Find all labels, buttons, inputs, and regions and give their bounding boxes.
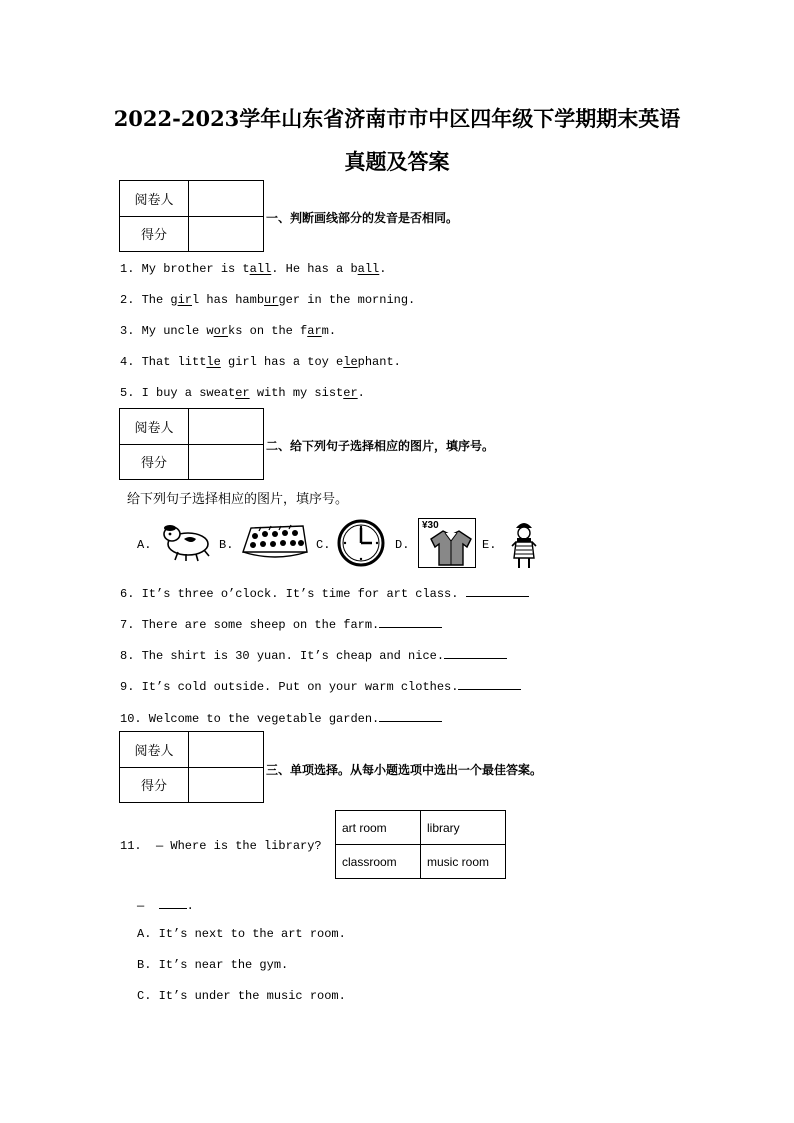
question-10: 10. Welcome to the vegetable garden. [120,709,442,726]
reviewer-cell [189,409,264,445]
shirt-picture [418,518,476,568]
room-cell: music room [421,845,506,879]
question-9: 9. It’s cold outside. Put on your warm clothes. [120,677,521,694]
question-4: 4. That little girl has a toy elephant. [120,355,401,369]
reviewer-label: 阅卷人 [120,181,189,217]
sheep-picture [158,522,214,562]
answer-blank[interactable] [159,896,187,909]
page-title-line2: 真题及答案 [344,149,450,174]
question-7: 7. There are some sheep on the farm. [120,615,442,632]
question-6: 6. It’s three o’clock. It’s time for art class. [120,584,529,601]
option-b: B. It’s near the gym. [137,958,289,972]
answer-blank[interactable] [379,709,442,722]
pic-label-d: D. [395,538,410,552]
answer-blank[interactable] [379,615,442,628]
price-tag: ¥30 [422,520,439,531]
pic-label-e: E. [482,538,497,552]
answer-line-11: — . [137,896,194,913]
question-1: 1. My brother is tall. He has a ball. [120,262,387,276]
answer-blank[interactable] [458,677,521,690]
score-cell [189,767,264,803]
answer-blank[interactable] [466,584,529,597]
question-2: 2. The girl has hamburger in the morning. [120,293,416,307]
grader-table-2 [119,408,264,480]
question-11: 11. — Where is the library? [120,839,322,853]
shirt-icon [429,529,473,567]
section-3-heading: 三、单项选择。从每小题选项中选出一个最佳答案。 [266,763,543,777]
reviewer-label: 阅卷人 [120,409,189,445]
reviewer-cell [189,181,264,217]
score-label: 得分 [120,444,189,480]
answer-blank[interactable] [444,646,507,659]
score-cell [189,216,264,252]
vegetables-picture [239,522,311,564]
question-5: 5. I buy a sweater with my sister. [120,386,365,400]
rooms-table [335,810,506,879]
reviewer-cell [189,732,264,768]
pic-label-b: B. [219,538,234,552]
grader-table-1 [119,180,264,252]
score-label: 得分 [120,767,189,803]
score-label: 得分 [120,216,189,252]
pic-label-c: C. [316,538,331,552]
room-cell: art room [336,811,421,845]
section-2-heading: 二、给下列句子选择相应的图片，填序号。 [266,439,495,453]
grader-table-3 [119,731,264,803]
reviewer-label: 阅卷人 [120,732,189,768]
option-a: A. It’s next to the art room. [137,927,346,941]
question-8: 8. The shirt is 30 yuan. It’s cheap and nice. [120,646,507,663]
option-c: C. It’s under the music room. [137,989,346,1003]
page-title: 2022-2023学年山东省济南市市中区四年级下学期期末英语 [113,106,681,131]
score-cell [189,444,264,480]
section-2-instruction: 给下列句子选择相应的图片，填序号。 [127,492,349,507]
pic-label-a: A. [137,538,152,552]
section-1-heading: 一、判断画线部分的发音是否相同。 [266,211,459,225]
question-3: 3. My uncle works on the farm. [120,324,337,338]
warm-clothes-picture [508,518,540,570]
room-cell: classroom [336,845,421,879]
clock-picture [336,518,386,568]
room-cell: library [421,811,506,845]
